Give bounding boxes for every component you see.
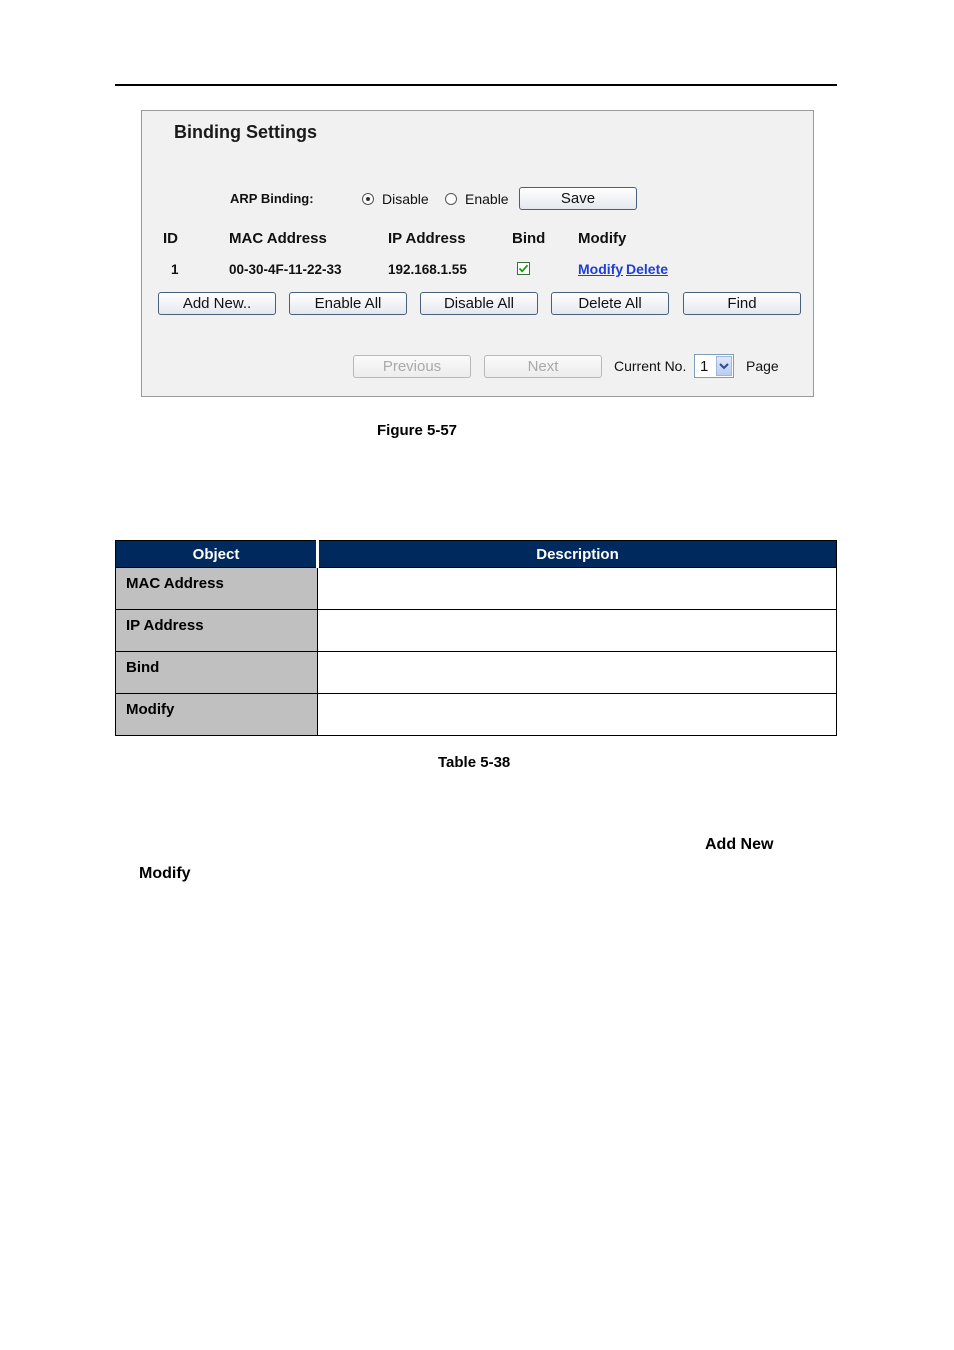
bind-checkbox[interactable] xyxy=(517,262,530,275)
delete-link[interactable]: Delete xyxy=(626,261,669,277)
panel-title: Binding Settings xyxy=(174,122,317,142)
description-cell xyxy=(318,610,837,652)
header-rule xyxy=(115,84,837,86)
check-icon xyxy=(518,263,529,274)
delete-all-button[interactable]: Delete All xyxy=(551,292,669,315)
modify-link[interactable]: Modify xyxy=(578,261,624,277)
row-id: 1 xyxy=(171,262,179,277)
radio-disable-icon[interactable] xyxy=(362,193,374,205)
description-cell xyxy=(318,694,837,736)
current-no-label: Current No. xyxy=(614,358,687,374)
radio-enable-label: Enable xyxy=(465,191,509,207)
table-row xyxy=(116,610,837,652)
find-button[interactable]: Find xyxy=(683,292,801,315)
radio-enable-icon[interactable] xyxy=(445,193,457,205)
column-header-id: ID xyxy=(163,230,178,247)
description-table xyxy=(115,540,837,736)
object-cell: IP Address xyxy=(116,610,318,652)
row-mac: 00-30-4F-11-22-33 xyxy=(229,262,342,277)
table-header-object: Object xyxy=(116,541,318,568)
radio-disable[interactable] xyxy=(362,191,429,207)
object-cell: Bind xyxy=(116,652,318,694)
body-add-new: Add New xyxy=(705,836,774,853)
table-row xyxy=(116,694,837,736)
binding-settings-panel xyxy=(141,110,814,397)
page-select[interactable] xyxy=(694,354,734,378)
radio-enable[interactable] xyxy=(445,191,509,207)
object-cell: Modify xyxy=(116,694,318,736)
add-new-button[interactable]: Add New.. xyxy=(158,292,276,315)
radio-disable-label: Disable xyxy=(382,191,429,207)
description-cell xyxy=(318,652,837,694)
previous-button[interactable]: Previous xyxy=(353,355,471,378)
body-modify: Modify xyxy=(139,865,191,882)
table-row xyxy=(116,652,837,694)
row-ip: 192.168.1.55 xyxy=(388,262,467,277)
table-caption: Table 5-38 xyxy=(438,754,511,771)
column-header-modify: Modify xyxy=(578,230,627,247)
column-header-ip: IP Address xyxy=(388,230,466,247)
table-row xyxy=(116,568,837,610)
disable-all-button[interactable]: Disable All xyxy=(420,292,538,315)
object-cell: MAC Address xyxy=(116,568,318,610)
page-label: Page xyxy=(746,358,779,374)
enable-all-button[interactable]: Enable All xyxy=(289,292,407,315)
page-select-value: 1 xyxy=(700,357,709,375)
figure-caption: Figure 5-57 xyxy=(377,422,458,439)
next-button[interactable]: Next xyxy=(484,355,602,378)
table-header-description: Description xyxy=(318,541,837,568)
arp-binding-label: ARP Binding: xyxy=(230,191,314,206)
column-header-mac: MAC Address xyxy=(229,230,327,247)
save-button[interactable]: Save xyxy=(519,187,637,210)
description-cell xyxy=(318,568,837,610)
chevron-down-icon[interactable] xyxy=(716,356,732,376)
column-header-bind: Bind xyxy=(512,230,546,247)
